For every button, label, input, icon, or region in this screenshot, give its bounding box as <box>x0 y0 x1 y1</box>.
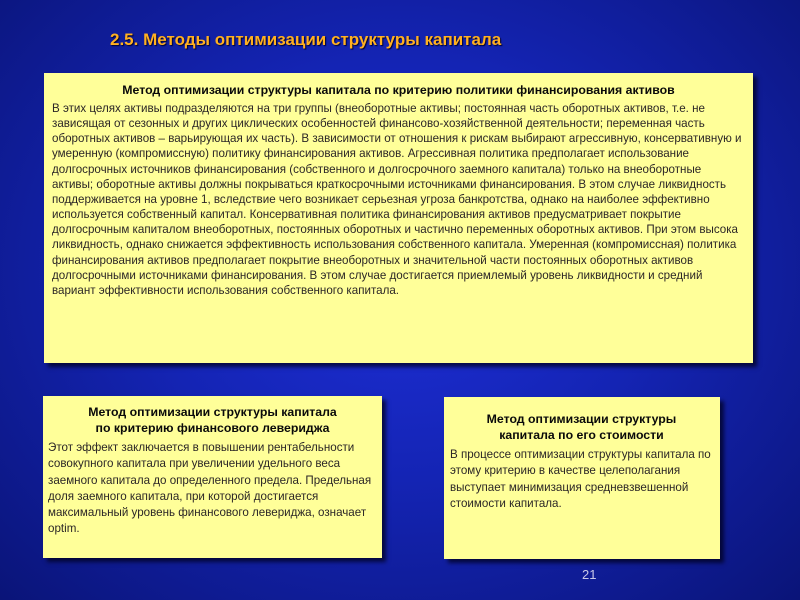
financial-leverage-panel <box>43 396 382 558</box>
asset-financing-policy-panel <box>44 73 753 363</box>
page-number: 21 <box>582 567 597 582</box>
financial-leverage-text: Этот эффект заключается в повышении рентабельности совокупного капитала при увеличении удельного веса заемного капитала до определенного предела. Предельная доля заемного капитала, при которой достигается максимальный уровень финансового левериджа, означает optim. <box>48 441 372 536</box>
capital-cost-title-line2: капитала по его стоимости <box>499 428 664 442</box>
capital-cost-panel <box>444 397 720 559</box>
capital-cost-title <box>450 411 713 443</box>
asset-financing-policy-title: Метод оптимизации структуры капитала по критерию политики финансирования активов <box>122 83 675 97</box>
asset-financing-policy-text: В этих целях активы подразделяются на три группы (внеоборотные активы; постоянная часть оборотных активов, т.е. не зависящая от сезонных и других циклических особенностей финансово-хозяйственной деятельности; переменная часть оборотных активов – варьирующая их часть). В зависимости от отношения к рискам выбирают агрессивную, консервативную и умеренную (компромиссную) политику финансирования активов. Агрессивная политика предполагает использование долгосрочных источников финансирования (собственного и долгосрочного заемного капитала) только на внеоборотные активы; оборотные активы должны покрываться краткосрочными источниками финансирования. В этом случае ликвидность поддерживается на уровне 1, вследствие чего возникает серьезная угроза банкротства, однако на наиболее эффективно используется собственный капитал. Консервативная политика финансирования активов предусматривает покрытие долгосрочным капиталом внеоборотных, постоянных оборотных и частично переменных оборотных активов. При этом высока ликвидность, однако снижается эффективность использования собственного капитала. Умеренная (компромиссная) политика финансирования активов предполагает покрытие внеоборотных и значительной части постоянных оборотных активов долгосрочными источниками финансирования. В этом случае достигается приемлемый уровень ликвидности и средний вариант эффективности использования собственного капитала. <box>52 102 742 297</box>
slide-title: 2.5. Методы оптимизации структуры капитала <box>110 30 502 49</box>
financial-leverage-title-line1: Метод оптимизации структуры капитала <box>88 405 337 419</box>
financial-leverage-title-line2: по критерию финансового левериджа <box>95 421 330 435</box>
capital-cost-text: В процессе оптимизации структуры капитала по этому критерию в качестве целеполагания выступает минимизация средневзвешенной стоимости капитала. <box>450 448 711 510</box>
financial-leverage-title <box>48 404 377 436</box>
capital-cost-title-line1: Метод оптимизации структуры <box>486 412 677 426</box>
